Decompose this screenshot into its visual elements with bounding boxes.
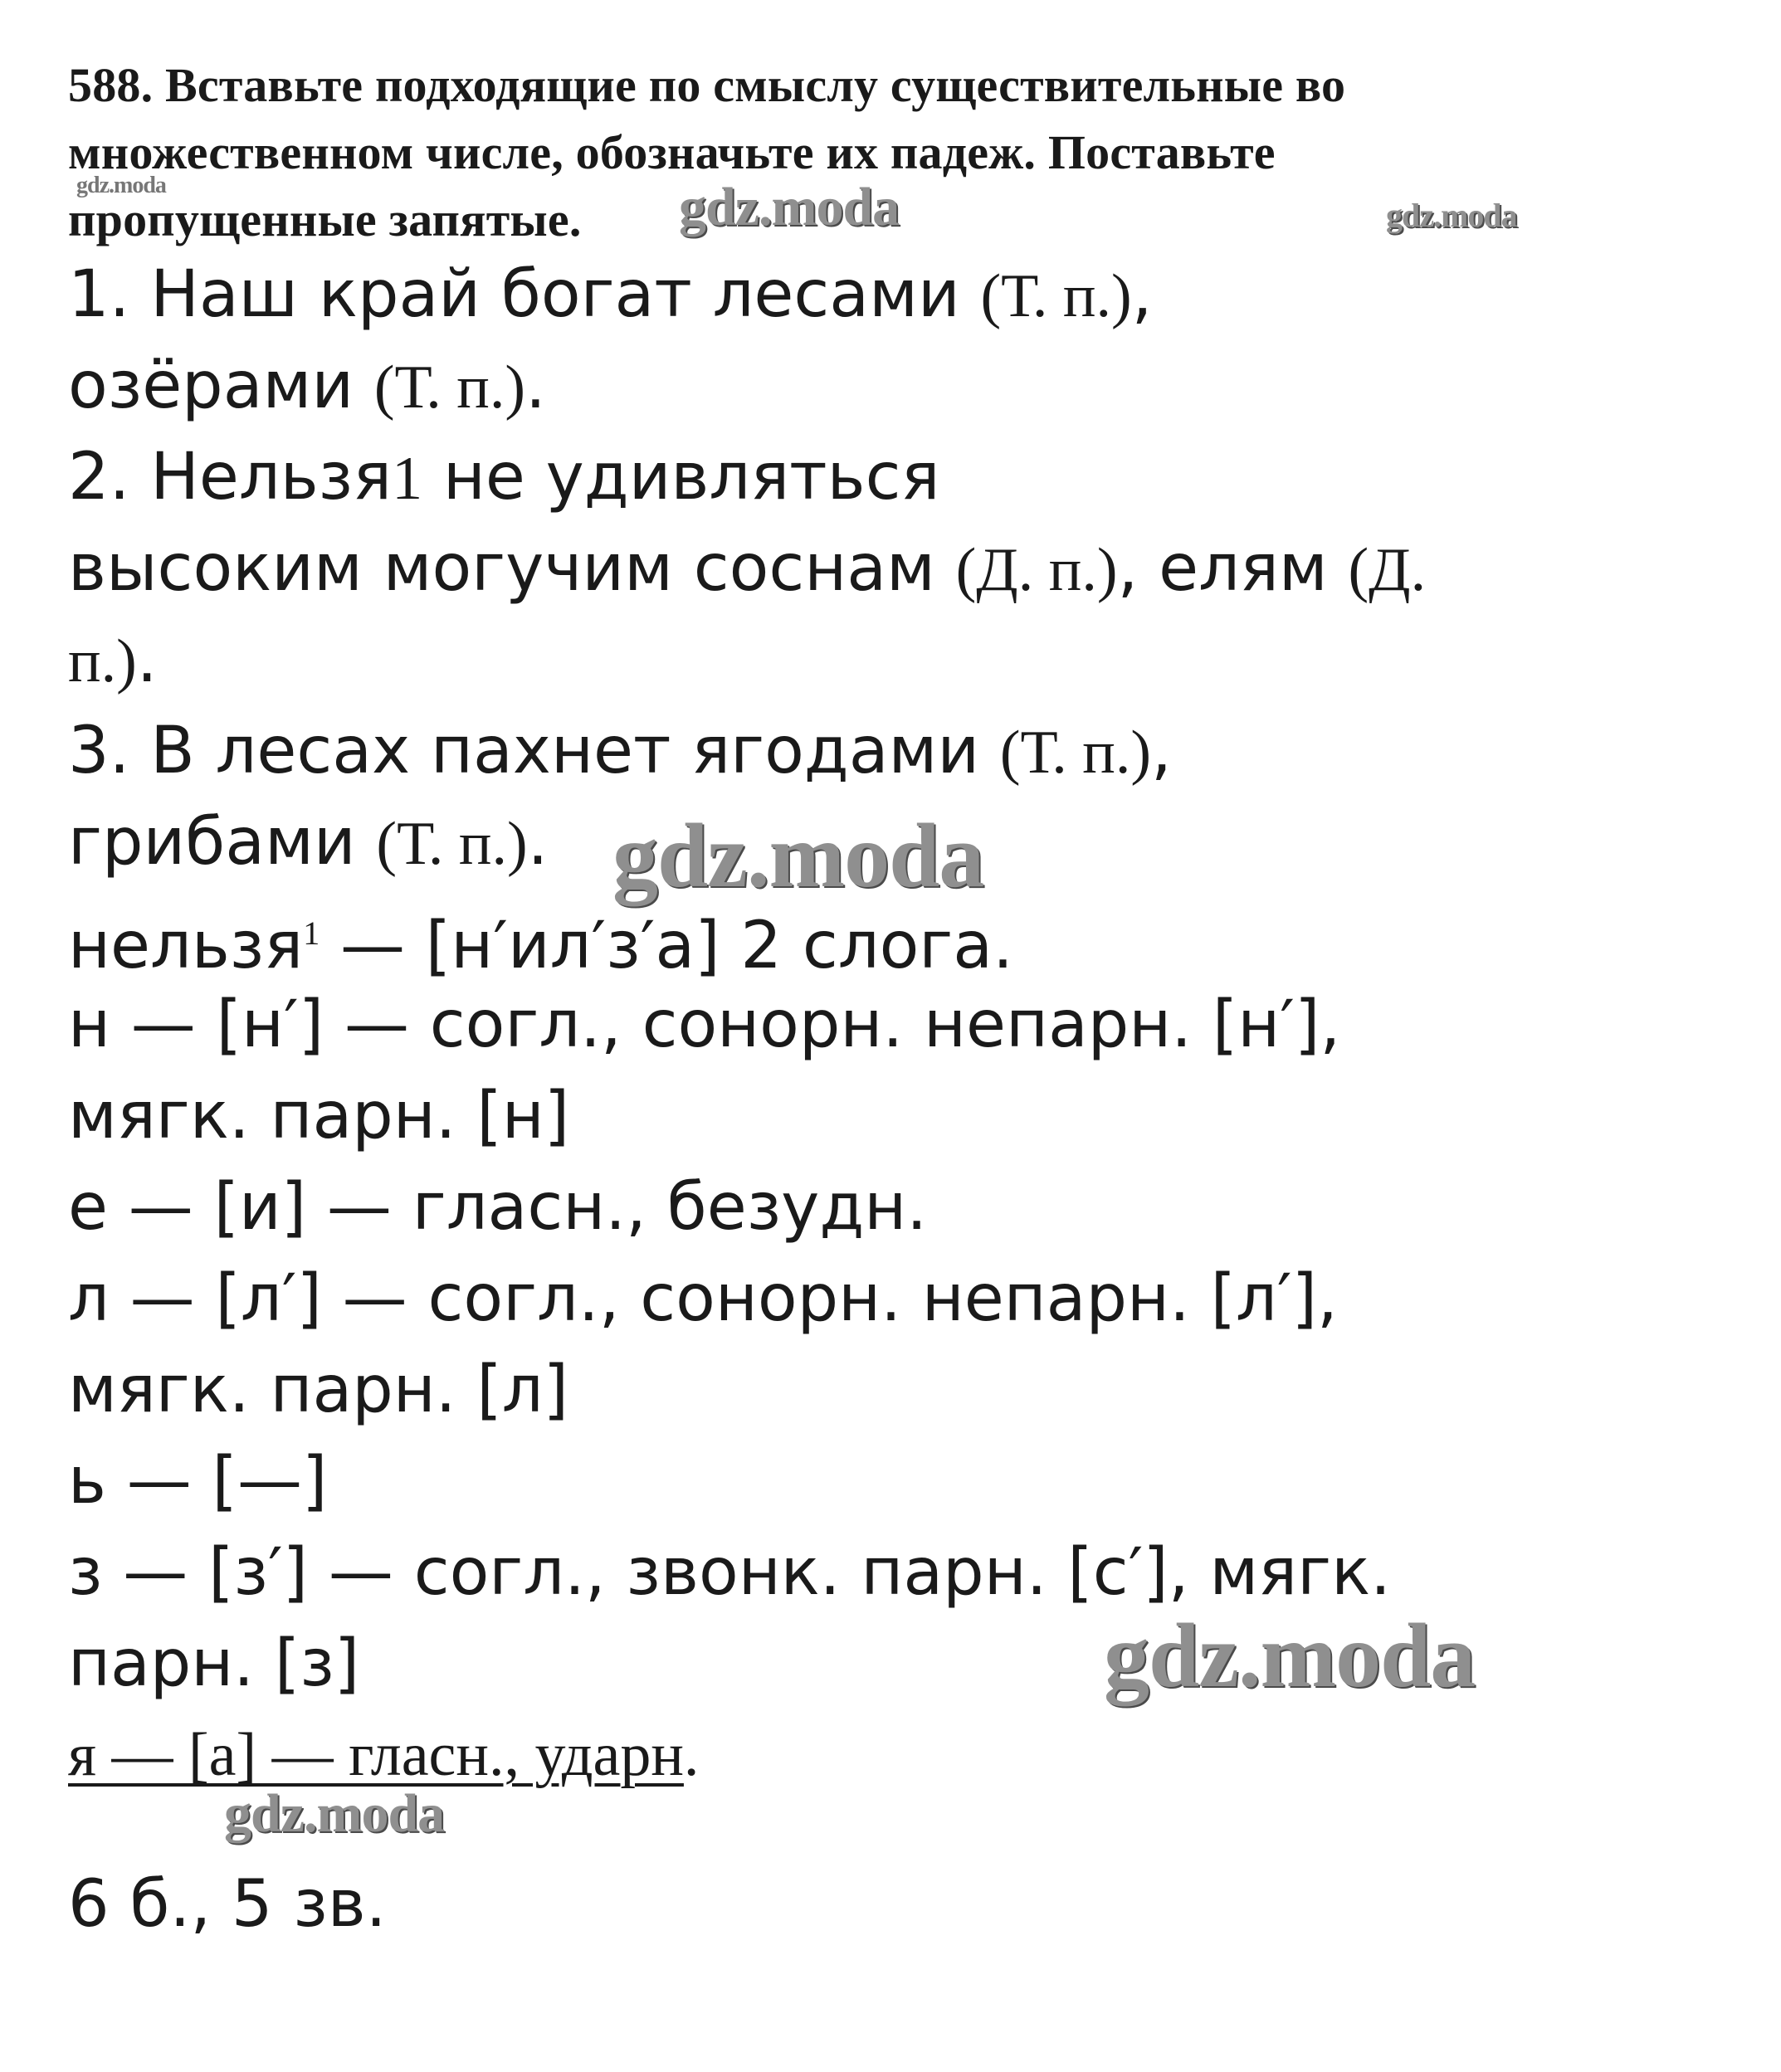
- task-line-1: 588. Вставьте подходящие по смыслу существительные во: [68, 58, 1346, 112]
- case-label: (Т. п.): [376, 810, 528, 878]
- case-label: (Т. п.): [980, 262, 1132, 330]
- watermark: gdz.moda: [679, 177, 900, 237]
- task-line-3: пропущенные запятые.: [68, 193, 582, 246]
- watermark: gdz.moda: [612, 805, 984, 906]
- soft-sign-line: ь — [—]: [68, 1444, 328, 1519]
- case-label: (Т. п.): [373, 353, 526, 422]
- case-label: (Д.: [1348, 536, 1427, 604]
- sentence-1-line-1: 1. Наш край богат лесами (Т. п.),: [68, 257, 1153, 332]
- watermark: gdz.moda: [76, 173, 166, 198]
- footnote-superscript: 1: [303, 914, 320, 952]
- sentence-3-line-2: грибами (Т. п.).: [68, 805, 549, 880]
- case-label: (Д. п.): [955, 536, 1118, 604]
- sentence-2-line-2: высоким могучим соснам (Д. п.), елям (Д.: [68, 531, 1427, 606]
- sound-z-line-1: з — [з′] — согл., звонк. парн. [с′], мягк.: [68, 1535, 1391, 1610]
- watermark: gdz.moda: [1104, 1605, 1476, 1706]
- watermark: gdz.moda: [1386, 197, 1517, 234]
- underlined-text: я — [а] — гласн., ударн: [68, 1721, 684, 1789]
- sound-l-line-1: л — [л′] — согл., сонорн. непарн. [л′],: [68, 1261, 1338, 1336]
- sentence-2-line-1: 2. Нельзя1 не удивляться: [68, 440, 940, 514]
- task-line-2: множественном числе, обозначьте их падеж. Поставьте: [68, 125, 1276, 179]
- case-label: п.): [68, 627, 137, 695]
- sound-l-line-2: мягк. парн. [л]: [68, 1353, 569, 1427]
- sound-z-line-2: парн. [з]: [68, 1626, 360, 1701]
- sound-n-line-2: мягк. парн. [н]: [68, 1079, 570, 1153]
- letters-sounds-total: 6 б., 5 зв.: [68, 1867, 387, 1942]
- phonetic-transcription: нельзя$^1$ — [н′ил′з′а] 2 слога.: [68, 909, 1013, 983]
- sentence-2-line-3: п.).: [68, 622, 158, 697]
- sound-ya-line: я — [а] — гласн., ударн.: [68, 1721, 700, 1789]
- sentence-1-line-2: озёрами (Т. п.).: [68, 349, 546, 423]
- sound-n-line-1: н — [н′] — согл., сонорн. непарн. [н′],: [68, 987, 1341, 1062]
- sentence-3-line-1: 3. В лесах пахнет ягодами (Т. п.),: [68, 714, 1172, 788]
- footnote-marker: 1: [392, 445, 423, 513]
- case-label: (Т. п.): [999, 719, 1152, 787]
- sound-e-line: е — [и] — гласн., безудн.: [68, 1170, 928, 1245]
- watermark: gdz.moda: [224, 1783, 445, 1844]
